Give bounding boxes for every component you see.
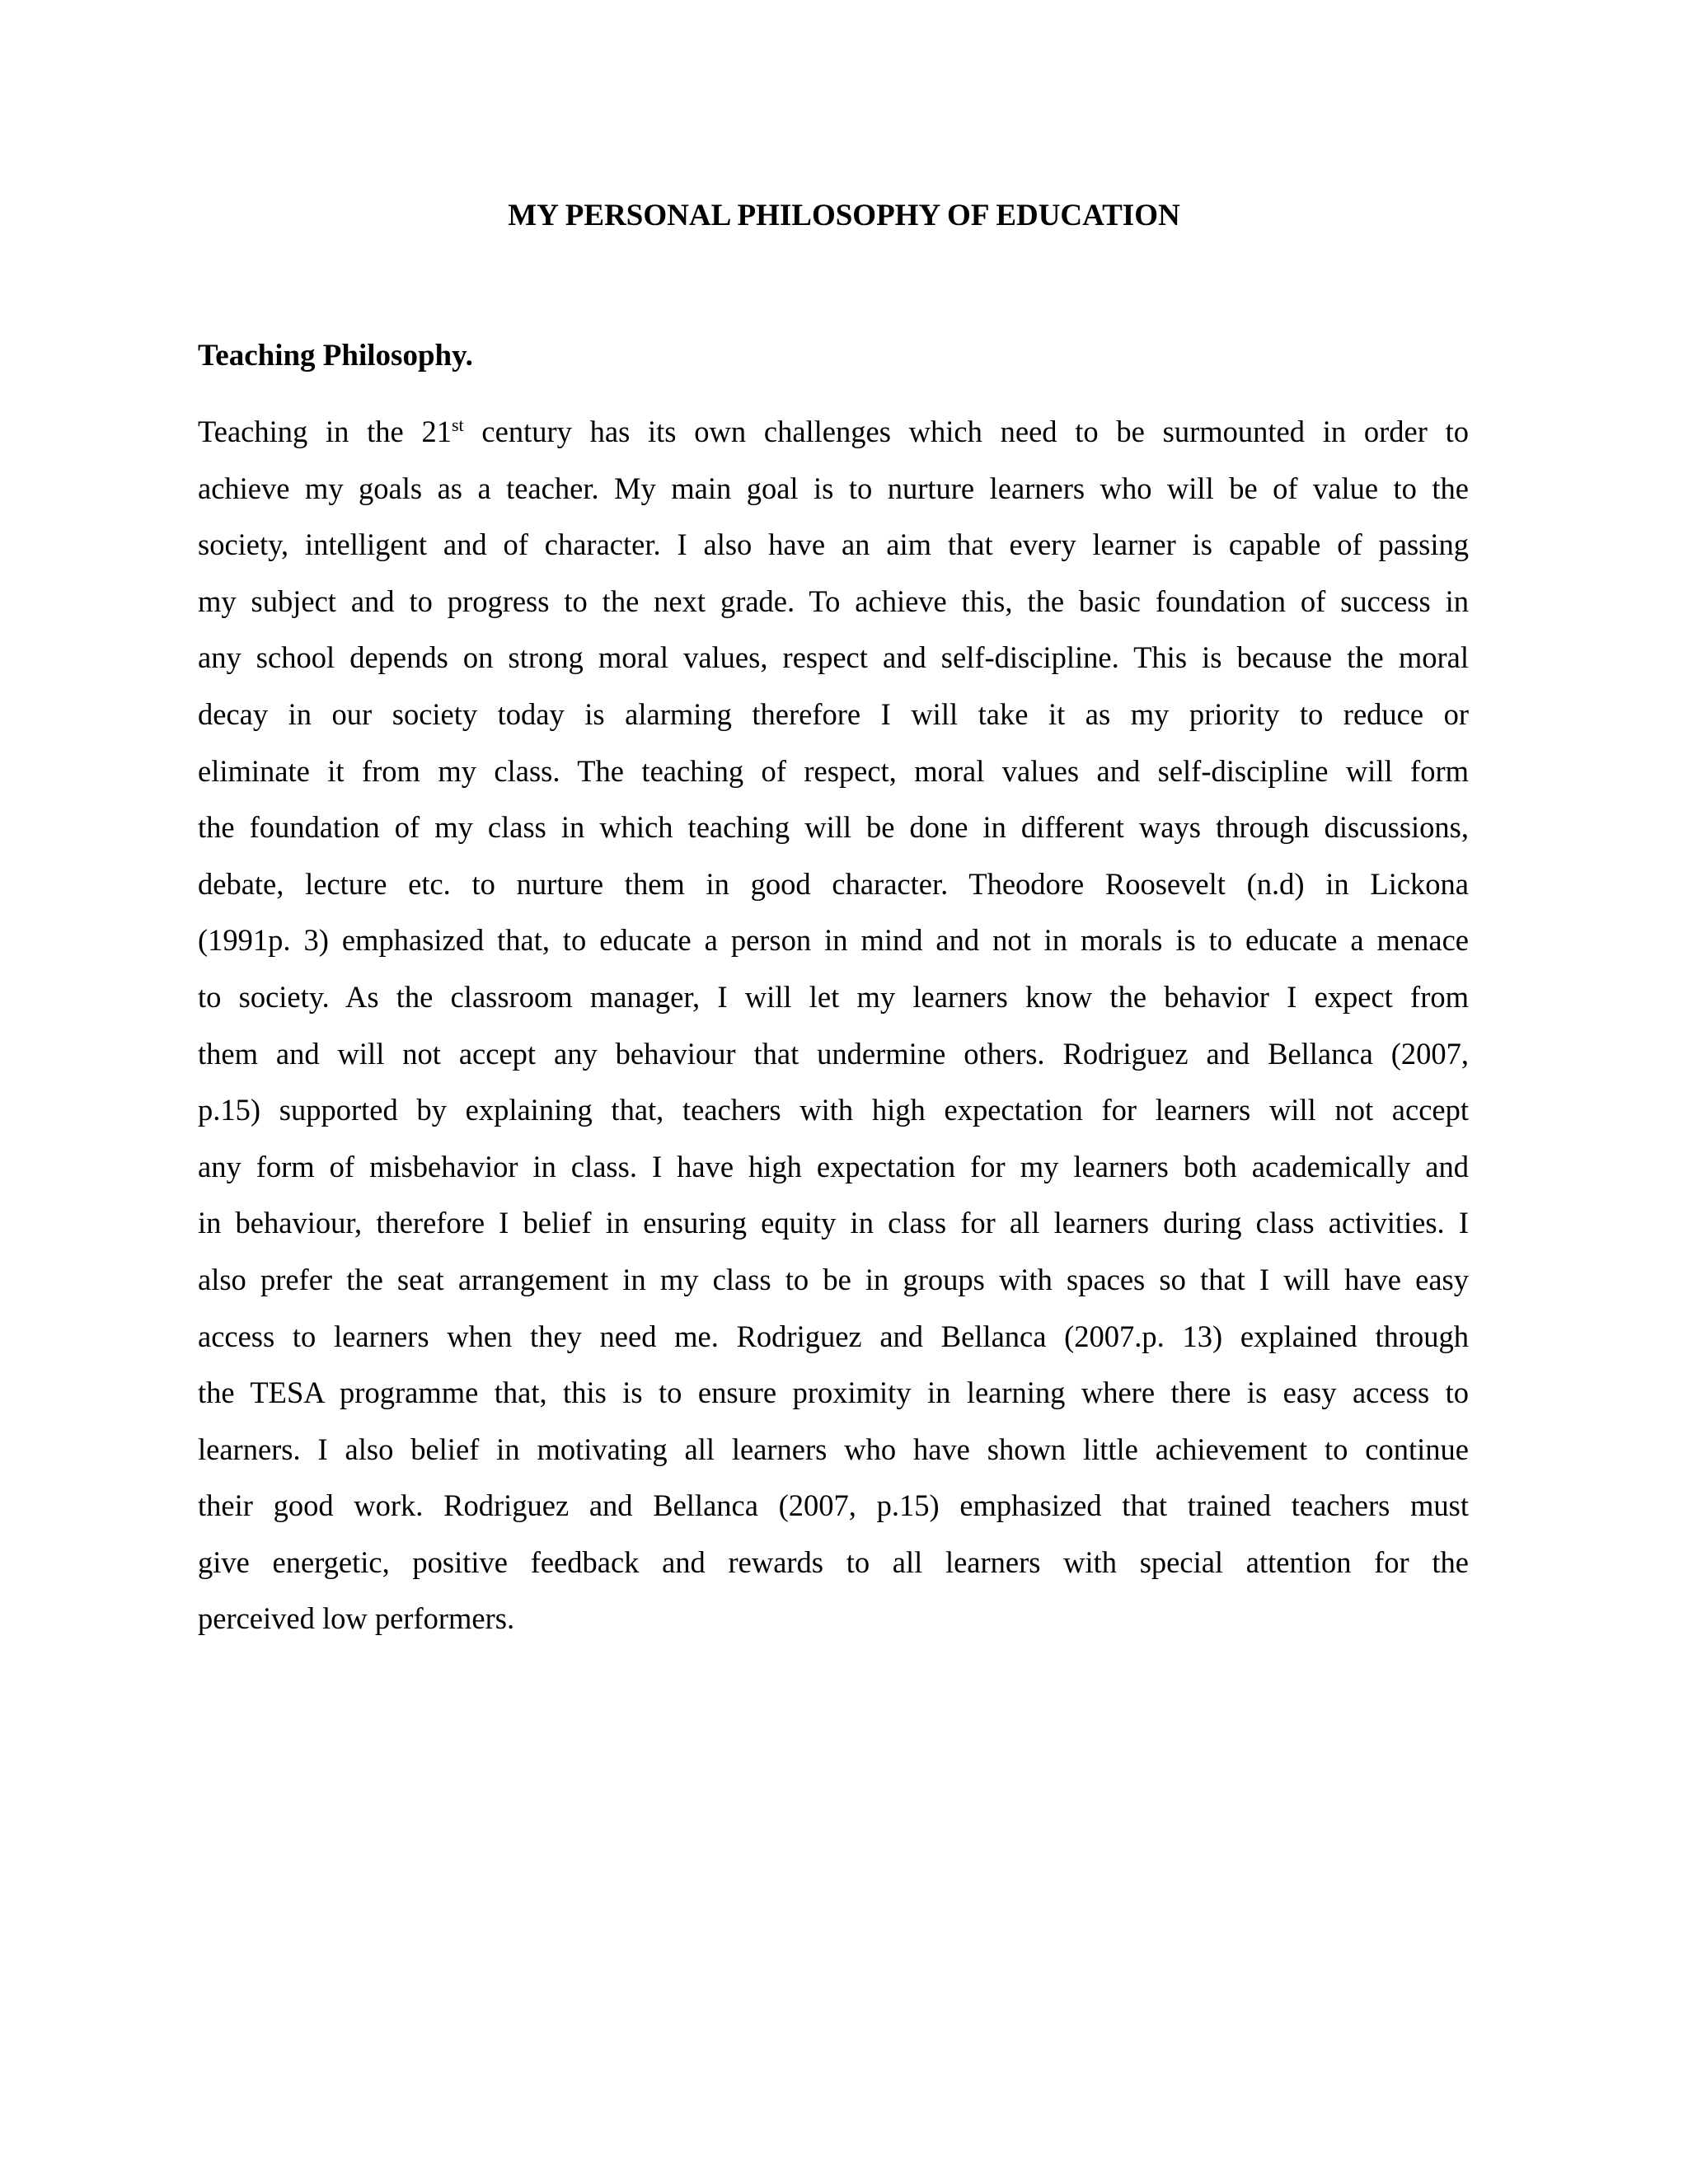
ordinal-superscript: st [451,414,464,435]
paragraph-line: also prefer the seat arrangement in my class to be in groups with spaces so that I will have easy [198,1262,1469,1296]
paragraph-line [198,404,1469,461]
document-title: MY PERSONAL PHILOSOPHY OF EDUCATION [508,199,1180,232]
paragraph-line: any form of misbehavior in class. I have high expectation for my learners both academically and [198,1149,1469,1183]
paragraph-line: the TESA programme that, this is to ensure proximity in learning where there is easy access to [198,1376,1469,1410]
paragraph-line-rest: century has its own challenges which need to be surmounted in order to [463,415,1469,448]
body-paragraph [198,404,1469,1647]
paragraph-line: learners. I also belief in motivating all learners who have shown little achievement to continue [198,1432,1469,1466]
paragraph-line: decay in our society today is alarming therefore I will take it as my priority to reduce or [198,696,1469,731]
paragraph-line: society, intelligent and of character. I also have an aim that every learner is capable of passing [198,527,1469,562]
paragraph-line: eliminate it from my class. The teaching of respect, moral values and self-discipline will form [198,753,1469,788]
paragraph-line: my subject and to progress to the next grade. To achieve this, the basic foundation of success in [198,583,1469,618]
paragraph-line: give energetic, positive feedback and rewards to all learners with special attention for the [198,1544,1469,1579]
paragraph-line: p.15) supported by explaining that, teachers with high expectation for learners will not accept [198,1093,1469,1127]
paragraph-line: in behaviour, therefore I belief in ensuring equity in class for all learners during class activities. I [198,1206,1469,1240]
paragraph-line: perceived low performers. [198,1601,515,1636]
paragraph-line: the foundation of my class in which teaching will be done in different ways through discussions, [198,810,1469,845]
paragraph-line: achieve my goals as a teacher. My main goal is to nurture learners who will be of value to the [198,471,1469,505]
paragraph-line: debate, lecture etc. to nurture them in good character. Theodore Roosevelt (n.d) in Lickona [198,866,1469,901]
section-heading: Teaching Philosophy. [198,339,473,373]
paragraph-line: (1991p. 3) emphasized that, to educate a person in mind and not in morals is to educate a menace [198,923,1469,958]
paragraph-line: to society. As the classroom manager, I will let my learners know the behavior I expect from [198,979,1469,1014]
paragraph-line: access to learners when they need me. Rodriguez and Bellanca (2007.p. 13) explained through [198,1319,1469,1353]
paragraph-line-start: Teaching in the 21 [198,415,452,448]
paragraph-line: them and will not accept any behaviour that undermine others. Rodriguez and Bellanca (2007, [198,1036,1469,1071]
paragraph-line: their good work. Rodriguez and Bellanca (2007, p.15) emphasized that trained teachers must [198,1488,1469,1523]
paragraph-line: any school depends on strong moral values, respect and self-discipline. This is because the moral [198,640,1469,675]
